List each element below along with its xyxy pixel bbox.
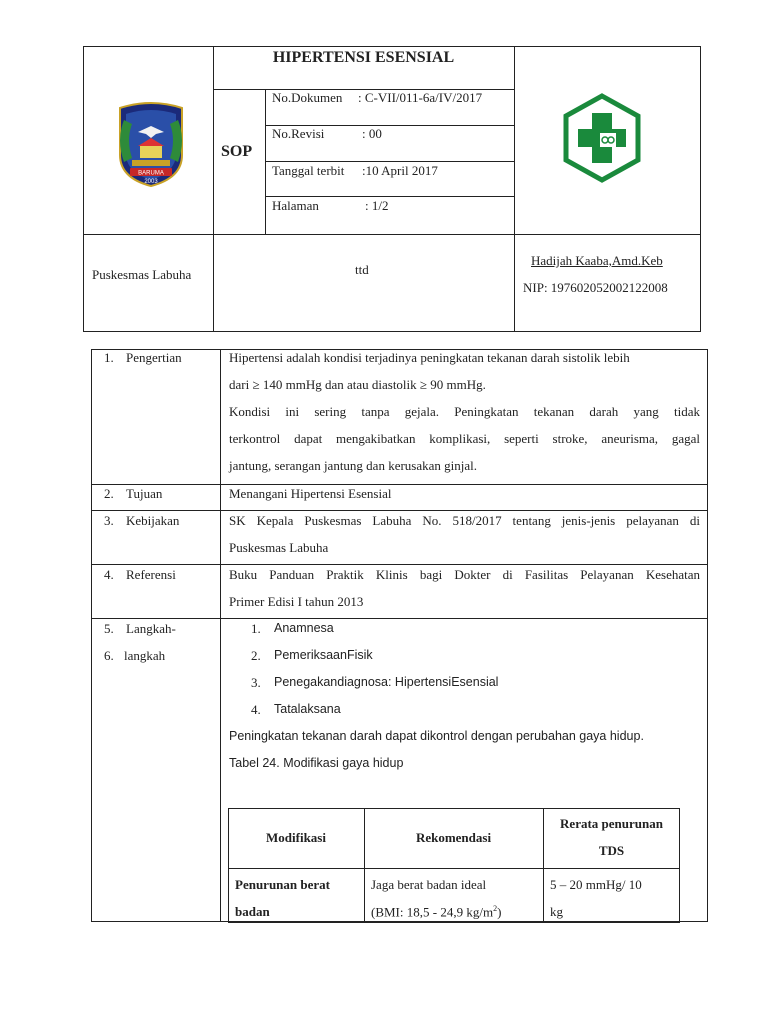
reference-line: Buku Panduan Praktik Klinis bagi Dokter di Fasilitas Pelayanan Kesehatan [229,567,700,582]
step-number: 2. [251,648,261,663]
table-caption: Tabel 24. Modifikasi gaya hidup [229,756,404,770]
step-text: Anamnesa [274,621,334,635]
step-text: Penegakandiagnosa: HipertensiEsensial [274,675,499,689]
regency-crest-icon [110,100,192,188]
issue-date-label: Tanggal terbit [272,163,345,178]
section-label: Langkah- [126,621,176,636]
table-header: Modifikasi [266,830,326,845]
table-header: TDS [598,843,625,858]
section-label: langkah [124,648,166,663]
header-divider [514,46,515,332]
row-divider [91,484,708,485]
step-number: 1. [251,621,261,636]
section-label: Tujuan [126,486,163,501]
row-divider [91,618,708,619]
step-number: 4. [251,702,261,717]
step-text: PemeriksaanFisik [274,648,373,662]
reference-line: Primer Edisi I tahun 2013 [229,594,364,609]
content-border [91,349,92,921]
header-divider [265,161,514,162]
table-header: Rerata penurunan [560,816,663,831]
lifestyle-paragraph: Peningkatan tekanan darah dapat dikontrol dengan perubahan gaya hidup. [229,729,644,743]
definition-line: dari ≥ 140 mmHg dan atau diastolik ≥ 90 mmHg. [229,377,486,392]
section-label: Kebijakan [126,513,180,528]
puskesmas-cross-icon [562,93,642,183]
table-cell: 5 – 20 mmHg/ 10 [550,877,642,892]
organization-name: Puskesmas Labuha [92,267,192,282]
section-number: 3. [104,513,114,528]
content-border [707,349,708,921]
header-divider [83,234,701,235]
doc-number-value: : C-VII/011-6a/IV/2017 [358,90,483,105]
purpose-text: Menangani Hipertensi Esensial [229,486,392,501]
policy-line: SK Kepala Puskesmas Labuha No. 518/2017 tentang jenis-jenis pelayanan di [229,513,700,528]
table-cell: badan [235,904,270,919]
section-number: 4. [104,567,114,582]
definition-line: terkontrol dapat mengakibatkan komplikasi, seperti stroke, aneurisma, gagal [229,431,700,446]
revision-value: : 00 [362,126,382,141]
section-label: Referensi [126,567,176,582]
bmi-sup: 2 [493,904,498,913]
page-value: : 1/2 [365,198,389,213]
step-number: 3. [251,675,261,690]
header-divider [265,196,514,197]
issue-date-value: :10 April 2017 [362,163,438,178]
row-divider [91,510,708,511]
table-cell: kg [550,904,563,919]
crest-year: 2003 [144,179,158,185]
table-header: Rekomendasi [415,830,492,845]
table-cell [371,904,501,920]
section-label: Pengertian [126,350,182,365]
document-title: HIPERTENSI ESENSIAL [272,49,455,66]
section-number: 1. [104,350,114,365]
bmi-range: (BMI: 18,5 - 24,9 kg/m [371,904,494,920]
revision-label: No.Revisi [272,126,325,141]
section-number: 6. [104,648,114,663]
doc-number-label: No.Dokumen [272,90,343,105]
bmi-close: ) [497,904,502,920]
definition-line: Hipertensi adalah kondisi terjadinya peningkatan tekanan darah sistolik lebih [229,350,630,365]
section-number: 5. [104,621,114,636]
definition-line: jantung, serangan jantung dan kerusakan ginjal. [229,458,478,473]
crest-text: BARUMA [138,170,164,177]
signature-placeholder: ttd [355,262,369,277]
table-divider [228,868,680,869]
step-text: Tatalaksana [274,702,341,716]
section-number: 2. [104,486,114,501]
page-label: Halaman [272,198,319,213]
content-border [220,349,221,921]
official-nip: NIP: 197602052002122008 [523,280,668,295]
table-divider [364,808,365,923]
policy-line: Puskesmas Labuha [229,540,329,555]
official-name: Hadijah Kaaba,Amd.Keb [531,253,663,268]
row-divider [91,564,708,565]
sop-label: SOP [221,143,253,160]
table-cell: Jaga berat badan ideal [371,877,487,892]
definition-line: Kondisi ini sering tanpa gejala. Peningkatan tekanan darah yang tidak [229,404,700,419]
table-cell: Penurunan berat [235,877,330,892]
